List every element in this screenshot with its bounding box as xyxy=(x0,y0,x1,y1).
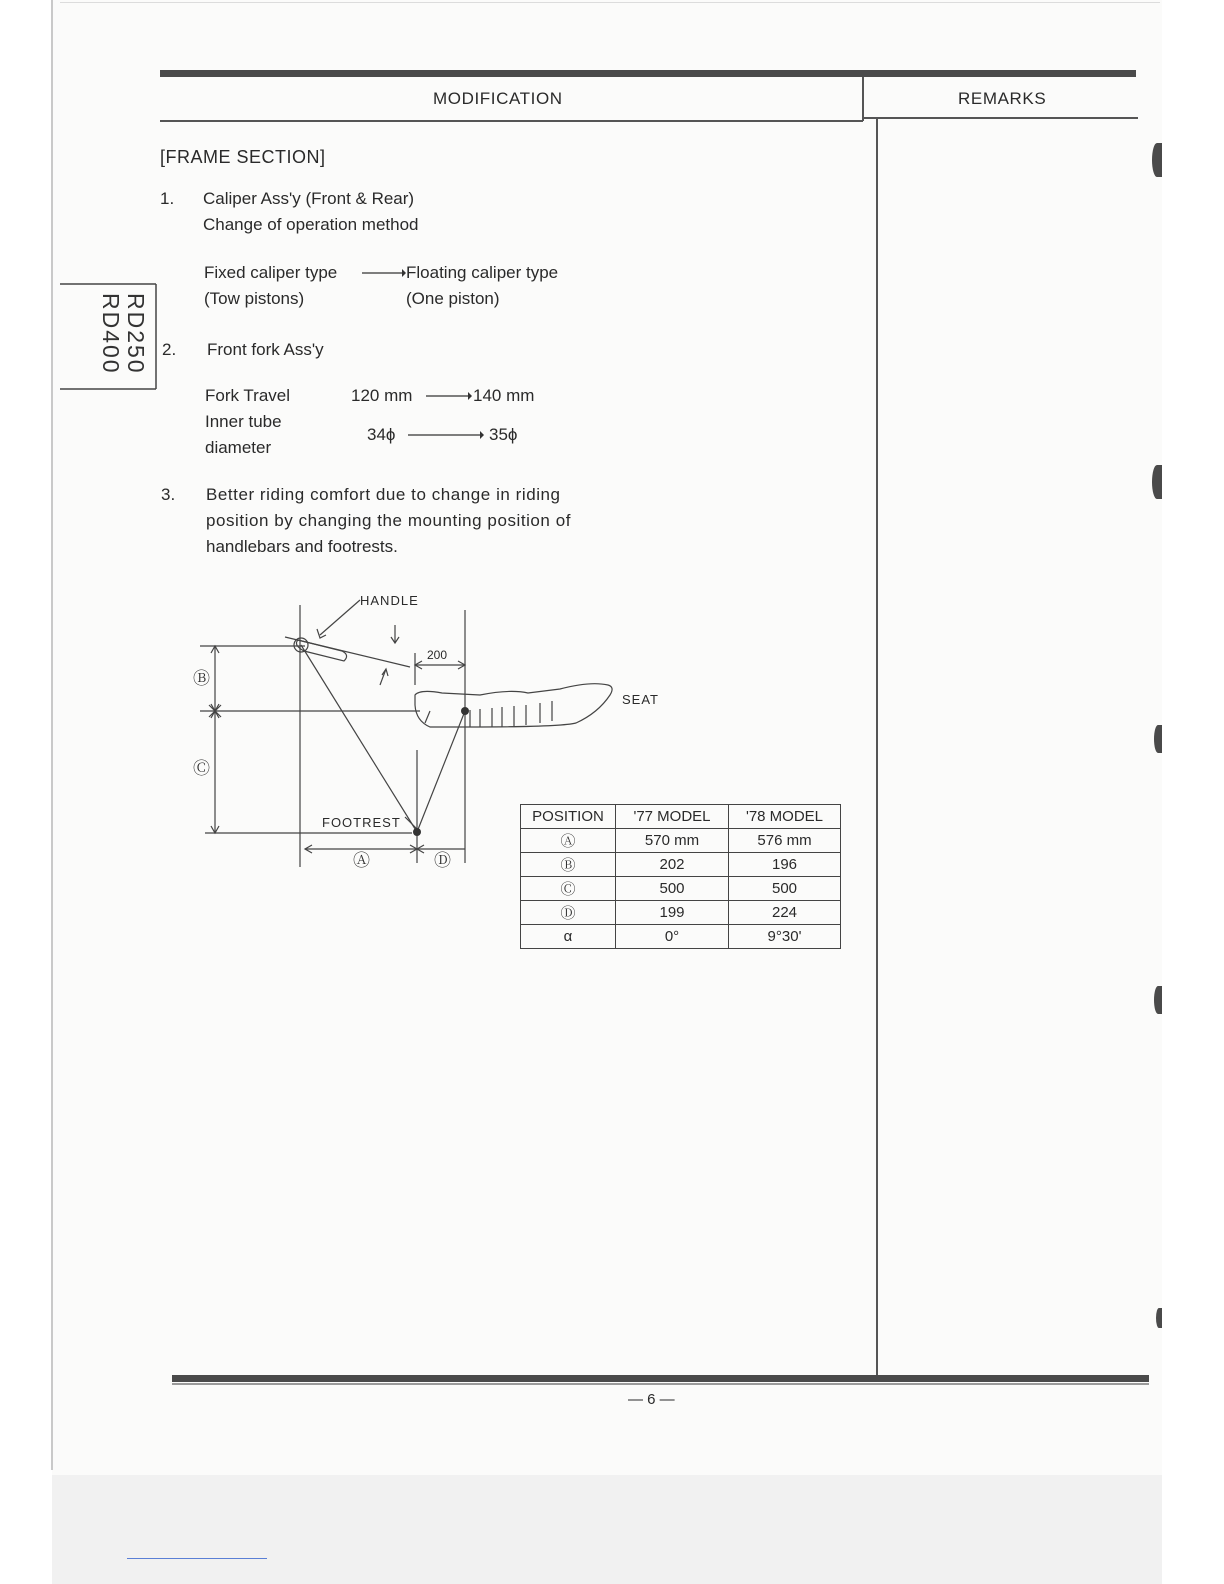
table-cell: Ⓑ xyxy=(521,853,616,877)
diagram-label-d: Ⓓ xyxy=(434,851,451,870)
remarks-heading: REMARKS xyxy=(958,89,1047,108)
binding-hole-mark xyxy=(1152,143,1162,177)
arrow-icon xyxy=(408,428,484,442)
left-margin xyxy=(0,0,52,1584)
header-underline-left xyxy=(160,120,863,122)
table-cell: 570 mm xyxy=(616,829,729,853)
table-header-cell: '78 MODEL xyxy=(729,805,841,829)
side-tab xyxy=(60,283,157,390)
bottom-margin xyxy=(52,1475,1162,1584)
side-tab-rd250: RD250 xyxy=(123,293,149,375)
side-tab-rd400: RD400 xyxy=(98,293,124,375)
modification-heading: MODIFICATION xyxy=(433,89,563,108)
section-title: [FRAME SECTION] xyxy=(160,147,326,167)
table-cell: α xyxy=(521,925,616,949)
item-3-line-1: Better riding comfort due to change in riding xyxy=(206,485,561,504)
table-cell: Ⓐ xyxy=(521,829,616,853)
caliper-to-1: Floating caliper type xyxy=(406,263,559,282)
table-row xyxy=(521,853,841,877)
arrow-icon xyxy=(362,266,406,280)
table-cell: 196 xyxy=(729,853,841,877)
table-header-row xyxy=(521,805,841,829)
inner-tube-label-1: Inner tube xyxy=(205,412,282,431)
table-header-cell: '77 MODEL xyxy=(616,805,729,829)
diagram-label-c: Ⓒ xyxy=(193,759,210,778)
diagram-label-b: Ⓑ xyxy=(193,669,210,688)
right-margin xyxy=(1162,0,1224,1584)
diagram-handle-label: HANDLE xyxy=(360,593,419,608)
header-underline-right xyxy=(863,117,1138,119)
table-cell: 9°30' xyxy=(729,925,841,949)
inner-tube-from: 34ϕ xyxy=(367,425,396,444)
column-divider xyxy=(876,119,878,1377)
page-number: — 6 — xyxy=(628,1391,675,1408)
item-3-line-3: handlebars and footrests. xyxy=(206,537,398,556)
binding-hole-mark xyxy=(1152,465,1162,499)
arrow-icon xyxy=(426,389,472,403)
table-cell: 500 xyxy=(616,877,729,901)
header-bar xyxy=(160,70,1136,77)
table-row xyxy=(521,877,841,901)
diagram-label-a: Ⓐ xyxy=(353,851,370,870)
table-cell: 500 xyxy=(729,877,841,901)
binding-edge xyxy=(51,0,53,1470)
binding-hole-mark xyxy=(1154,986,1162,1014)
binding-hole-mark xyxy=(1154,725,1162,753)
table-cell: 0° xyxy=(616,925,729,949)
footer-bar-shadow xyxy=(172,1383,1149,1385)
fork-travel-from: 120 mm xyxy=(351,386,413,405)
item-1-number: 1. xyxy=(160,189,175,208)
table-cell: 199 xyxy=(616,901,729,925)
table-cell: 576 mm xyxy=(729,829,841,853)
item-3-line-2: position by changing the mounting position of xyxy=(206,511,571,530)
item-2-title: Front fork Ass'y xyxy=(207,340,324,359)
inner-tube-label-2: diameter xyxy=(205,438,272,457)
table-cell: 202 xyxy=(616,853,729,877)
item-1-line-2: Change of operation method xyxy=(203,215,419,234)
fork-travel-label: Fork Travel xyxy=(205,386,291,405)
column-divider-top xyxy=(862,77,864,121)
diagram-footrest-label: FOOTREST xyxy=(322,815,401,830)
binding-hole-mark xyxy=(1156,1308,1162,1328)
item-1-line-1: Caliper Ass'y (Front & Rear) xyxy=(203,189,415,208)
diagram-dimension-200: 200 xyxy=(427,648,448,662)
table-row xyxy=(521,901,841,925)
caliper-to-2: (One piston) xyxy=(406,289,500,308)
inner-tube-to: 35ϕ xyxy=(489,425,518,444)
caliper-from-2: (Tow pistons) xyxy=(204,289,305,308)
table-row xyxy=(521,925,841,949)
table-cell: Ⓒ xyxy=(521,877,616,901)
caliper-from-1: Fixed caliper type xyxy=(204,263,338,282)
table-cell: Ⓓ xyxy=(521,901,616,925)
table-row xyxy=(521,829,841,853)
diagram-seat-label: SEAT xyxy=(622,692,659,707)
footer-bar xyxy=(172,1375,1149,1382)
fork-travel-to: 140 mm xyxy=(473,386,535,405)
position-table xyxy=(520,804,841,949)
item-3-number: 3. xyxy=(161,485,176,504)
link-underline xyxy=(127,1558,267,1559)
table-cell: 224 xyxy=(729,901,841,925)
table-header-cell: POSITION xyxy=(521,805,616,829)
top-edge-line xyxy=(60,2,1160,3)
item-2-number: 2. xyxy=(162,340,177,359)
